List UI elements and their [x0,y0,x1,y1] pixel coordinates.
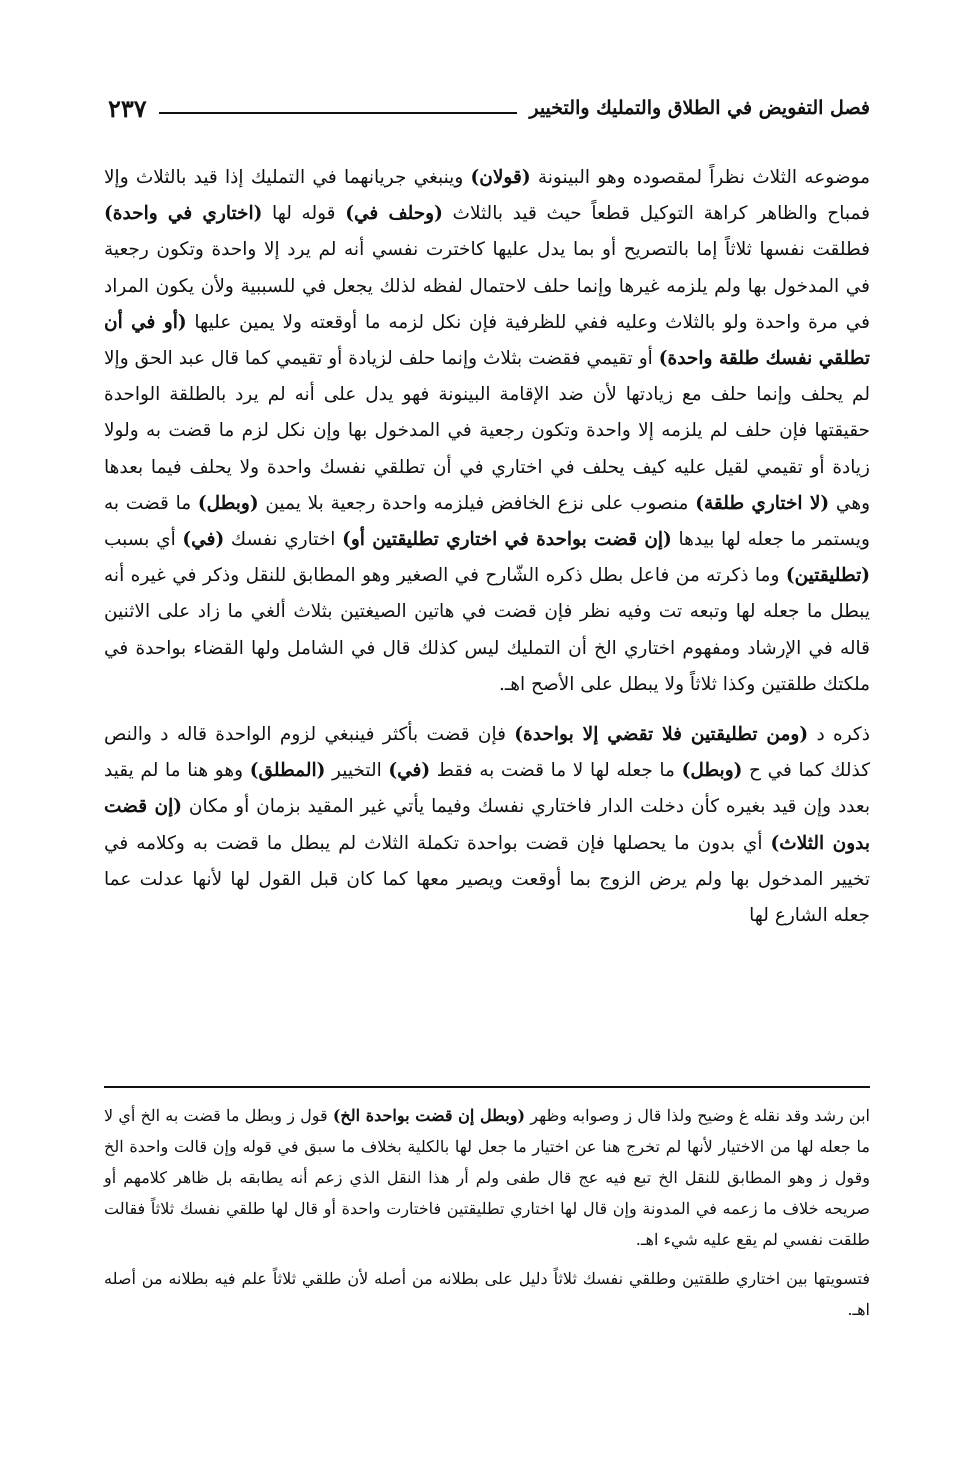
text-run: موضوعه الثلاث نظراً لمقصوده وهو البينونة [530,167,870,188]
text-run: أو تقيمي فقضت بثلاث وإنما حلف لزيادة أو تقيمي كما قال عبد الحق وإلا لم يحلف وإنما حلف مع زيادتها لأن ضد الإقامة البينونة فهو يدل على أنه لم يرد بالطلقة الواحدة حقيقتها فإن حلف لم يلزمه إلا واحدة وتكون رجعية في المدخول بها وإن نكل لزم ما قضت به ولولا زيادة أو تقيمي لقيل عليه كيف يحلف في اختاري في أن تطلقي نفسك واحدة ولا يحلف فيما بعدها وهي [104,348,871,514]
text-run: قول ز وبطل ما قضت به الخ أي لا ما جعله لها من الاختيار لأنها لم تخرج هنا عن اختيار ما جعل لها بالكلية بخلاف ما سبق في قوله وإن قالت واحدة الخ وقول ز وهو المطابق للنقل الخ تبع فيه عج قال طفى ولم أر هذا النقل الذي زعم أنه يطابقه بل ظاهر كلامهم أو صريحه خلاف ما زعمه في المدونة وإن قال لها اختاري تطليقتين فاختارت واحدة أو قال لها طلقي نفسك ثلاثاً فقالت طلقت نفسي لم يقع عليه شيء اهـ. [104,1106,871,1249]
bold-term: (وبطل إن قضت بواحدة الخ) [332,1106,526,1125]
text-run: فإن قضت بأكثر فينبغي لزوم الواحدة قاله د والنص كذلك كما في ح [104,724,871,782]
bold-term: (إن قضت بواحدة في اختاري تطليقتين أو) [342,529,672,551]
bold-term: (اختاري في واحدة) [104,203,263,225]
text-run: ذكره د [808,724,870,746]
text-run: ما قضت به ويستمر ما جعله لها بيدها [104,492,870,551]
text-run: التخيير [325,760,389,782]
footnote-paragraph-2 [104,1263,870,1325]
bold-term: (المطلق) [249,760,326,782]
text-run: ما جعله لها لا ما قضت به فقط [430,760,682,782]
bold-term: (في) [182,529,225,551]
text-run: قوله لها [262,203,346,225]
bold-term: (وبطل) [197,492,259,514]
text-run: وما ذكرته من فاعل بطل ذكره الشّارح في الصغير وهو المطابق للنقل وذكر في غيره أنه يبطل ما جعله لها وتبعه تت وفيه نظر فإن قضت في هاتين الصيغتين بثلاث ألغي ما زاد على الاثنين قاله في الإرشاد ومفهوم اختاري الخ أن التمليك ليس كذلك قال في الشامل ولها القضاء بواحدة في ملكتك طلقتين وكذا ثلاثاً ولا يبطل على الأصح اهـ. [104,565,870,695]
text-run: منصوب على نزع الخافض فيلزمه واحدة رجعية بلا يمين [258,492,696,514]
text-run: اختاري نفسك [224,529,343,551]
bold-term: (وبطل) [681,760,743,782]
bold-term: (ومن تطليقتين فلا تقضي إلا بواحدة) [514,724,809,746]
footnotes [104,1100,870,1325]
text-run: ابن رشد وقد نقله غ وضيح ولذا قال ز وصوابه وظهر [525,1106,870,1125]
bold-term: (تطليقتين) [785,565,870,587]
page-number: ٢٣٧ [108,93,147,123]
footnote-paragraph-1 [104,1100,870,1255]
text-run: أي بسبب [104,529,183,551]
main-paragraph-1 [104,160,870,703]
footnote-separator [104,1086,870,1088]
text-run: وينبغي جريانهما في التمليك إذا قيد بالثلاث وإلا فمباح والظاهر كراهة التوكيل قطعاً حيث قيد بالثلاث [104,167,870,225]
text-run: أي بدون ما يحصلها فإن قضت بواحدة تكملة الثلاث لم يبطل ما قضت به وكلامه في تخيير المدخول بها ولم يرض الزوج بما أوقعت ويصير معها كما كان قبل القول لها لأنها عدلت عما جعله الشارع لها [104,832,870,927]
bold-term: (إن قضت بدون الثلاث) [104,796,871,854]
running-header [108,88,870,128]
bold-term: (أو في أن تطلقي نفسك طلقة واحدة) [104,311,870,370]
header-rule [159,112,518,114]
main-text [104,160,870,934]
text-run: وهو هنا ما لم يقيد بعدد وإن قيد بغيره كأن دخلت الدار فاختاري نفسك وفيما يأتي غير المقيد بزمان أو مكان [104,760,870,818]
text-run: فتسويتها بين اختاري طلقتين وطلقي نفسك ثلاثاً دليل على بطلانه من أصله لأن طلقي ثلاثاً علم فيه بطلانه من أصله اهـ. [104,1269,871,1319]
bold-term: (لا اختاري طلقة) [695,492,830,514]
main-paragraph-2 [104,717,870,934]
running-title: فصل التفويض في الطلاق والتمليك والتخيير [529,97,870,119]
bold-term: (وحلف في) [345,203,443,225]
text-run: فطلقت نفسها ثلاثاً إما بالتصريح أو بما يدل عليها كاخترت نفسي أنه لم يرد إلا واحدة وتكون رجعية في المدخول بها ولم يلزمه غيرها وإنما حلف لاحتمال لفظه لذلك يجعل في للسببية ولأن يكون المراد في مرة واحدة ولو بالثلاث وعليه ففي للظرفية فإن نكل لزمه ما أوقعته ولا يمين عليها [104,239,870,333]
bold-term: (في) [388,760,431,782]
bold-term: (قولان) [470,167,531,188]
